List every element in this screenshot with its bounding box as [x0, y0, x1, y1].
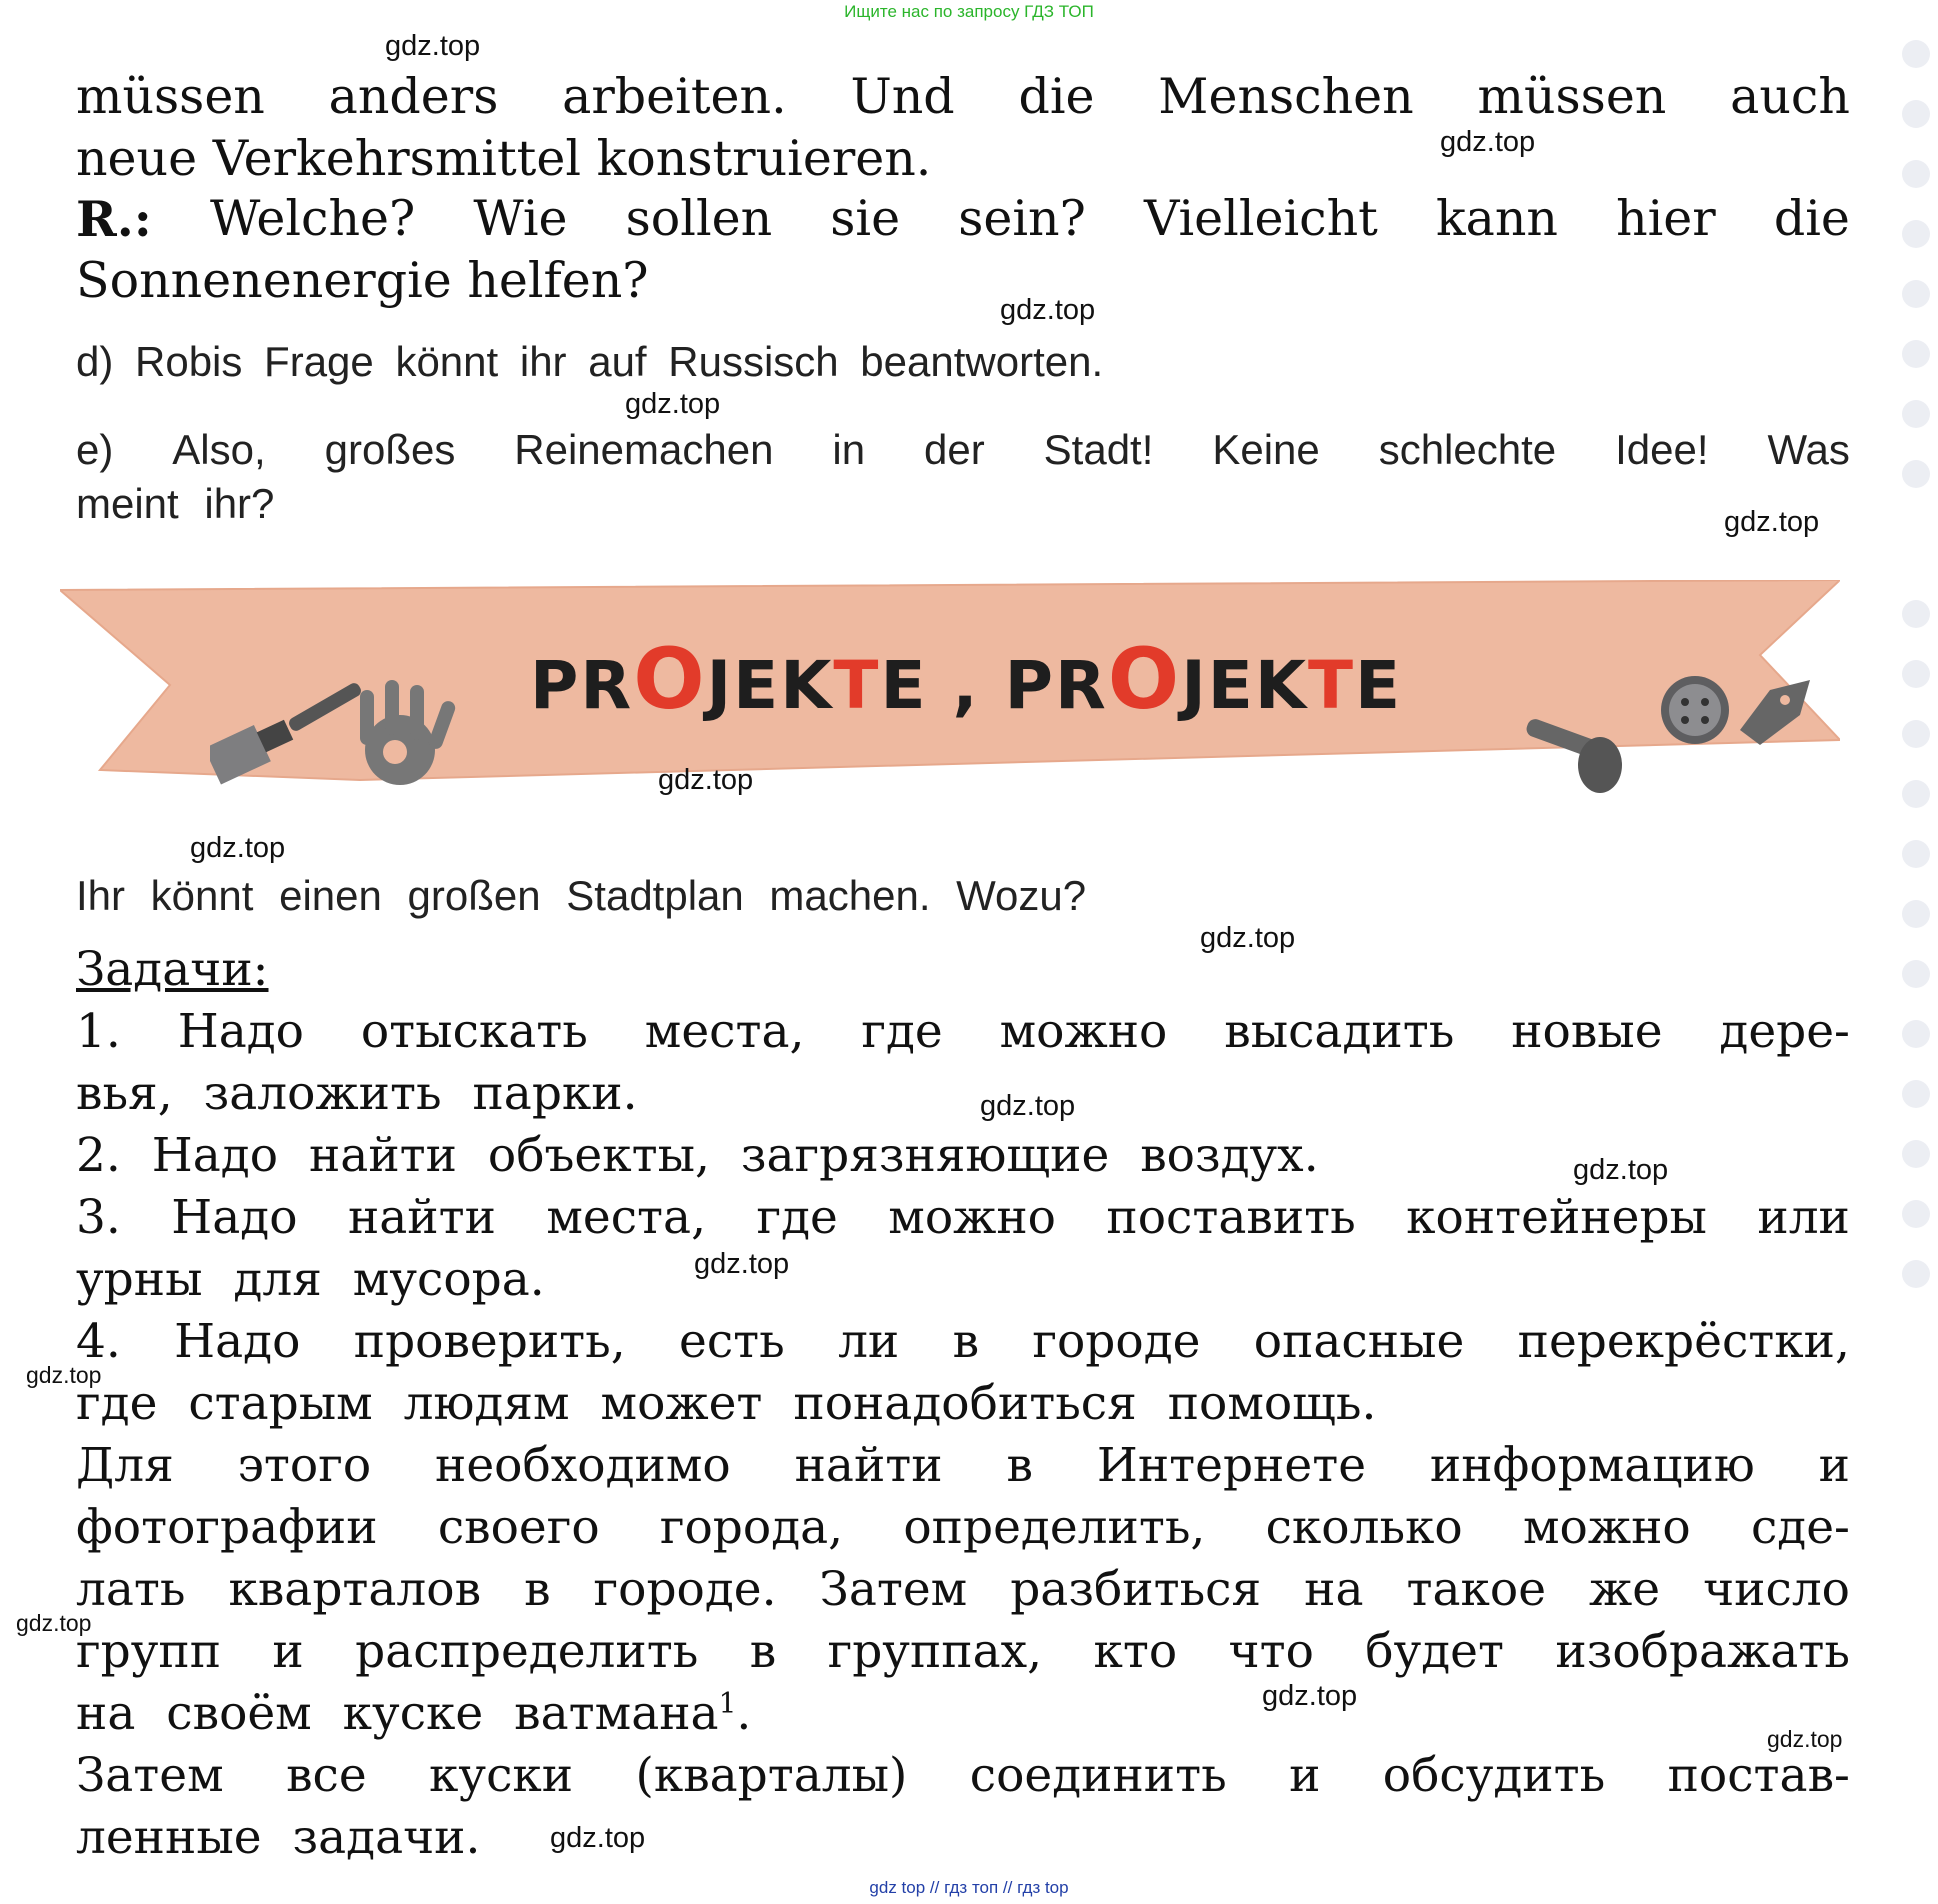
paragraph-1-line-2: фотографии своего города, определить, сколько можно сде-: [76, 1500, 1850, 1555]
speaker-label: R.:: [76, 190, 152, 248]
watermark: gdz.top: [694, 1248, 790, 1280]
watermark: gdz.top: [1200, 922, 1296, 954]
screw-button-pennib-icons: [1520, 670, 1830, 800]
task-3-line-2: урны для мусора.: [76, 1252, 545, 1307]
banner-title: PROJEKTE , PROJEKTE: [530, 630, 1403, 728]
watermark: gdz.top: [1724, 506, 1820, 538]
task-3-line-1: 3. Надо найти места, где можно поставить контейнеры или: [76, 1190, 1850, 1245]
task-1-line-1: 1. Надо отыскать места, где можно высадить новые дере-: [76, 1004, 1850, 1059]
paragraph-2-line-1: Затем все куски (кварталы) соединить и обсудить постав-: [76, 1748, 1850, 1803]
project-intro: Ihr könnt einen großen Stadtplan machen. Wozu?: [76, 872, 1087, 919]
watermark: gdz.top: [658, 764, 754, 796]
task-2: 2. Надо найти объекты, загрязняющие воздух.: [76, 1128, 1319, 1183]
task-e-line-1: e) Also, großes Reinemachen in der Stadt! Keine schlechte Idee! Was: [76, 426, 1850, 473]
watermark: gdz.top: [26, 1362, 102, 1388]
watermark: gdz.top: [1573, 1154, 1669, 1186]
task-4-line-2: где старым людям может понадобиться помощь.: [76, 1376, 1377, 1431]
watermark: gdz.top: [550, 1822, 646, 1854]
watermark: gdz.top: [190, 832, 286, 864]
task-1-line-2: вья, заложить парки.: [76, 1066, 638, 1121]
german-line-3: R.: Welche? Wie sollen sie sein? Vielleicht kann hier die: [76, 190, 1850, 248]
german-line-2: neue Verkehrsmittel konstruieren.: [76, 130, 932, 187]
paragraph-1-line-4: групп и распределить в группах, кто что будет изображать: [76, 1624, 1850, 1679]
german-line-1: müssen anders arbeiten. Und die Menschen müssen auch: [76, 68, 1850, 125]
tasks-heading: Задачи:: [76, 942, 269, 997]
watermark: gdz.top: [1440, 126, 1536, 158]
edge-dots-decoration: [1900, 40, 1930, 1440]
paragraph-2-line-2: ленные задачи.: [76, 1810, 481, 1865]
watermark: gdz.top: [980, 1090, 1076, 1122]
top-banner-text: Ищите нас по запросу ГДЗ ТОП: [844, 2, 1094, 21]
watermark: gdz.top: [1767, 1726, 1843, 1752]
paragraph-1-line-1: Для этого необходимо найти в Интернете информацию и: [76, 1438, 1850, 1493]
paragraph-1-line-5: на своём куске ватмана$^1$.: [76, 1686, 752, 1741]
footnote-marker: 1: [718, 1686, 737, 1720]
projekte-banner: [60, 580, 1840, 800]
watermark: gdz.top: [625, 388, 721, 420]
handprint-icon: [340, 680, 480, 800]
task-d: d) Robis Frage könnt ihr auf Russisch beantworten.: [76, 338, 1104, 385]
task-e-line-2: meint ihr?: [76, 480, 275, 527]
task-4-line-1: 4. Надо проверить, есть ли в городе опасные перекрёстки,: [76, 1314, 1850, 1369]
watermark: gdz.top: [1000, 294, 1096, 326]
paragraph-1-line-3: лать кварталов в городе. Затем разбиться на такое же число: [76, 1562, 1850, 1617]
bottom-banner-text: gdz top // гдз топ // гдз top: [869, 1878, 1069, 1897]
watermark: gdz.top: [16, 1610, 92, 1636]
watermark: gdz.top: [1262, 1680, 1358, 1712]
watermark: gdz.top: [385, 30, 481, 62]
german-line-4: Sonnenenergie helfen?: [76, 252, 649, 309]
